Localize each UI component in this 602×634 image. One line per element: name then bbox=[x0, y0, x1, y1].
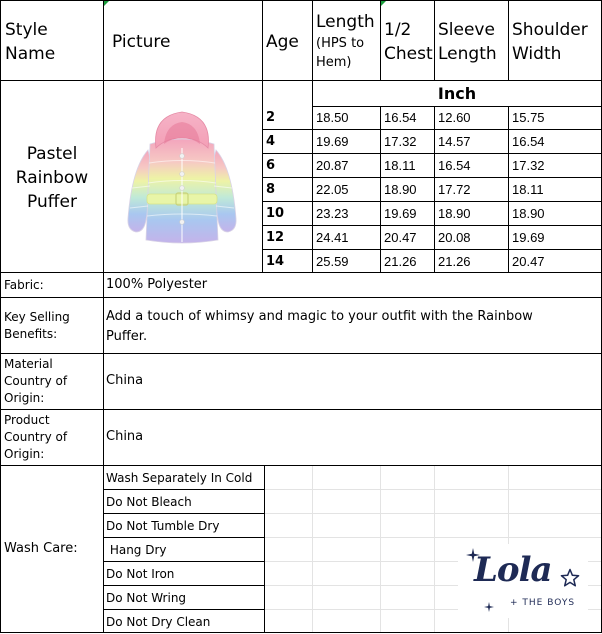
shoulder-cell: 15.75 bbox=[512, 110, 545, 125]
sleeve-cell: 14.57 bbox=[438, 134, 471, 149]
shoulder-cell: 17.32 bbox=[512, 158, 545, 173]
age-cell: 4 bbox=[266, 134, 276, 149]
shoulder-cell: 18.90 bbox=[512, 206, 545, 221]
shoulder-cell: 16.54 bbox=[512, 134, 545, 149]
fabric-label: Fabric: bbox=[4, 278, 44, 292]
chest-cell: 16.54 bbox=[384, 110, 417, 125]
logo-tagline: + THE BOYS bbox=[510, 598, 576, 608]
age-cell: 2 bbox=[266, 110, 276, 125]
sleeve-cell: 18.90 bbox=[438, 206, 471, 221]
length-cell: 20.87 bbox=[316, 158, 349, 173]
header-length: Length (HPS to Hem) bbox=[316, 12, 375, 70]
age-cell: 14 bbox=[266, 254, 285, 269]
outline-star-icon bbox=[560, 568, 580, 588]
list-item: Do Not Bleach bbox=[106, 495, 192, 509]
chest-cell: 17.32 bbox=[384, 134, 417, 149]
age-cell: 12 bbox=[266, 230, 285, 245]
product-origin-value: China bbox=[106, 429, 144, 444]
product-picture bbox=[118, 108, 246, 250]
wash-care-label: Wash Care: bbox=[4, 541, 78, 556]
chest-cell: 20.47 bbox=[384, 230, 417, 245]
length-cell: 19.69 bbox=[316, 134, 349, 149]
puffer-jacket-image bbox=[118, 108, 246, 250]
list-item: Wash Separately In Cold bbox=[106, 471, 253, 485]
list-item: Hang Dry bbox=[106, 543, 167, 557]
length-cell: 24.41 bbox=[316, 230, 349, 245]
sleeve-cell: 16.54 bbox=[438, 158, 471, 173]
unit-label: Inch bbox=[437, 84, 477, 103]
age-cell: 8 bbox=[266, 182, 276, 197]
age-cell: 6 bbox=[266, 158, 276, 173]
header-picture: Picture bbox=[112, 32, 171, 52]
product-origin-label: Product Country of Origin: bbox=[4, 413, 68, 461]
header-age: Age bbox=[266, 32, 299, 52]
header-chest: 1/2 Chest bbox=[384, 20, 433, 64]
header-style-name: Style Name bbox=[5, 20, 56, 64]
shoulder-cell: 18.11 bbox=[512, 182, 544, 197]
cell-marker bbox=[104, 1, 109, 6]
fabric-value: 100% Polyester bbox=[106, 277, 208, 292]
sleeve-cell: 17.72 bbox=[438, 182, 471, 197]
sleeve-cell: 21.26 bbox=[438, 254, 471, 269]
material-origin-label: Material Country of Origin: bbox=[4, 357, 68, 405]
benefits-label: Key Selling Benefits: bbox=[4, 310, 70, 341]
chest-cell: 18.90 bbox=[384, 182, 417, 197]
length-cell: 22.05 bbox=[316, 182, 349, 197]
list-item: Do Not Wring bbox=[106, 591, 187, 605]
cell-marker bbox=[381, 1, 386, 6]
benefits-value: Add a touch of whimsy and magic to your outfit with the Rainbow Puffer. bbox=[106, 309, 533, 344]
sparkle-star-icon bbox=[484, 602, 494, 612]
length-cell: 23.23 bbox=[316, 206, 349, 221]
chest-cell: 18.11 bbox=[384, 158, 416, 173]
length-cell: 18.50 bbox=[316, 110, 349, 125]
length-cell: 25.59 bbox=[316, 254, 349, 269]
product-name: Pastel Rainbow Puffer bbox=[15, 144, 89, 212]
list-item: Do Not Dry Clean bbox=[106, 615, 211, 629]
shoulder-cell: 20.47 bbox=[512, 254, 545, 269]
age-cell: 10 bbox=[266, 206, 285, 221]
logo-script: Lola bbox=[474, 550, 552, 590]
shoulder-cell: 19.69 bbox=[512, 230, 545, 245]
brand-logo bbox=[458, 544, 588, 618]
sleeve-cell: 20.08 bbox=[438, 230, 471, 245]
chest-cell: 19.69 bbox=[384, 206, 417, 221]
chest-cell: 21.26 bbox=[384, 254, 417, 269]
list-item: Do Not Tumble Dry bbox=[106, 519, 220, 533]
header-sleeve: Sleeve Length bbox=[438, 20, 497, 64]
material-origin-value: China bbox=[106, 373, 144, 388]
list-item: Do Not Iron bbox=[106, 567, 175, 581]
header-shoulder: Shoulder Width bbox=[512, 20, 588, 64]
sleeve-cell: 12.60 bbox=[438, 110, 471, 125]
